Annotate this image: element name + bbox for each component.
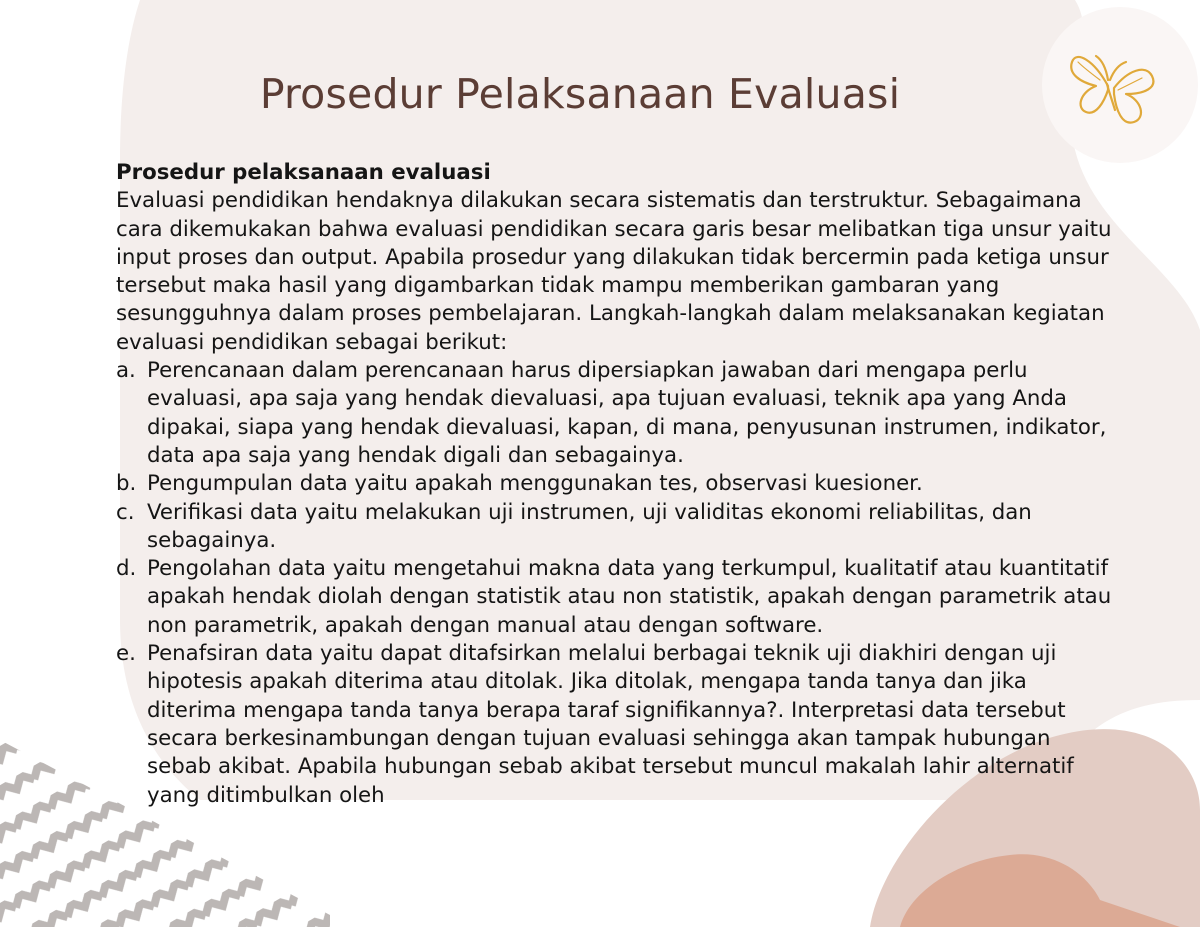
list-item	[116, 640, 1116, 810]
list-item-text: Pengumpulan data yaitu apakah menggunakan tes, observasi kuesioner.	[147, 471, 923, 497]
list-item-text: Pengolahan data yaitu mengetahui makna data yang terkumpul, kualitatif atau kuantitatif apakah hendak diolah dengan statistik atau non statistik, apakah dengan parametrik atau non parametrik, apakah dengan manual atau dengan software.	[147, 556, 1112, 638]
slide-body	[116, 159, 1116, 885]
slide-title: Prosedur Pelaksanaan Evaluasi	[259, 70, 901, 118]
list-marker: a.	[116, 358, 136, 384]
list-marker: d.	[116, 556, 137, 582]
list-item	[116, 357, 1116, 470]
butterfly-icon	[1062, 48, 1162, 132]
list-marker: e.	[116, 641, 136, 667]
list-marker: c.	[116, 499, 135, 525]
list-item	[116, 499, 1116, 556]
list-item-text: Perencanaan dalam perencanaan harus dipersiapkan jawaban dari mengapa perlu evaluasi, apa saja yang hendak dievaluasi, apa tujuan evaluasi, teknik apa yang Anda dipakai, siapa yang hendak dievaluasi, kapan, di mana, penyusunan instrumen, indikator, data apa saja yang hendak digali dan sebagainya.	[147, 358, 1107, 468]
list-item	[116, 470, 1116, 498]
section-heading: Prosedur pelaksanaan evaluasi	[116, 160, 491, 185]
list-item-text: Penafsiran data yaitu dapat ditafsirkan melalui berbagai teknik uji diakhiri dengan uji hipotesis apakah diterima atau ditolak. Jika ditolak, mengapa tanda tanya dan jika diterima mengapa tanda tanya berapa taraf signifikannya?. Interpretasi data tersebut secara berkesinambungan dengan tujuan evaluasi sehingga akan tampak hubungan sebab akibat. Apabila hubungan sebab akibat tersebut muncul makalah lahir alternatif yang ditimbulkan oleh	[147, 641, 1074, 808]
list-item-text: Verifikasi data yaitu melakukan uji instrumen, uji validitas ekonomi reliabilitas, dan sebagainya.	[147, 499, 1032, 553]
intro-paragraph: Evaluasi pendidikan hendaknya dilakukan secara sistematis dan terstruktur. Sebagaimana cara dikemukakan bahwa evaluasi pendidikan secara garis besar melibatkan tiga unsur yaitu input proses dan output. Apabila prosedur yang dilakukan tidak bercermin pada ketiga unsur tersebut maka hasil yang digambarkan tidak mampu memberikan gambaran yang sesungguhnya dalam proses pembelajaran. Langkah-langkah dalam melaksanakan kegiatan evaluasi pendidikan sebagai berikut:	[116, 188, 1112, 355]
steps-list	[116, 357, 1116, 810]
list-item	[116, 555, 1116, 640]
list-marker: b.	[116, 471, 137, 497]
